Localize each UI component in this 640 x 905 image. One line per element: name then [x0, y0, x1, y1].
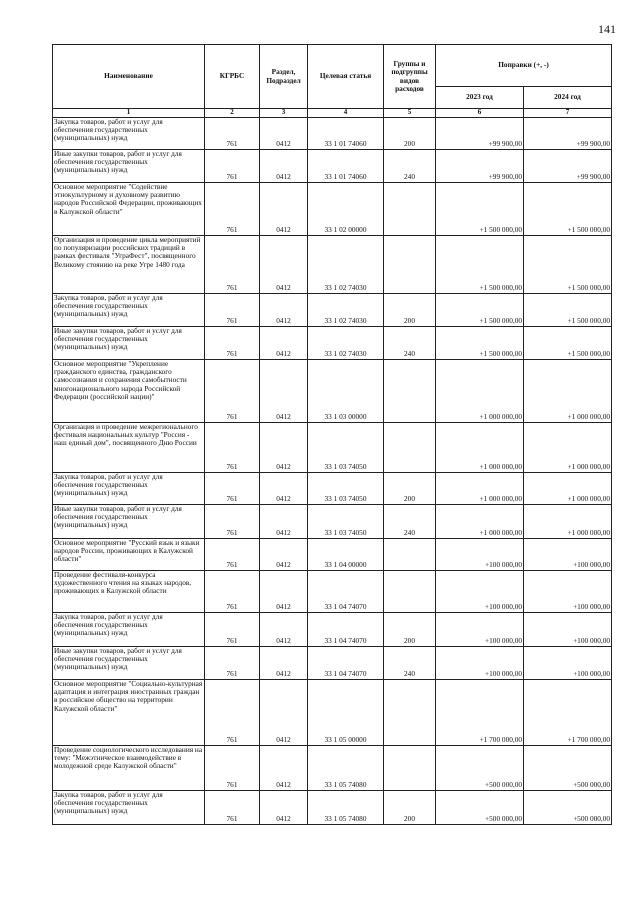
cell-kgrbs: 761 — [205, 791, 260, 825]
cell-amount-2023: +1 500 000,00 — [436, 294, 524, 327]
cell-target-article: 33 1 02 74030 — [308, 327, 384, 360]
cell-amount-2024: +500 000,00 — [524, 791, 612, 825]
cell-amount-2023: +100 000,00 — [436, 613, 524, 647]
table-row — [53, 746, 612, 791]
cell-target-article: 33 1 01 74060 — [308, 150, 384, 183]
table-row — [53, 647, 612, 680]
cell-amount-2024: +100 000,00 — [524, 647, 612, 680]
cell-kgrbs: 761 — [205, 183, 260, 236]
cell-expense-group — [384, 571, 436, 613]
cell-section: 0412 — [260, 183, 308, 236]
cell-name: Иные закупки товаров, работ и услуг для обеспечения государственных (муниципальных) нужд — [53, 150, 205, 183]
cell-section: 0412 — [260, 327, 308, 360]
cell-expense-group — [384, 539, 436, 571]
column-number-row — [53, 109, 612, 118]
cell-name: Основное мероприятие "Социально-культурная адаптация и интеграция иностранных граждан в российское общество на территории Калужской области" — [53, 680, 205, 746]
page-number: 141 — [598, 22, 616, 36]
cell-expense-group — [384, 680, 436, 746]
cell-name: Иные закупки товаров, работ и услуг для обеспечения государственных (муниципальных) нужд — [53, 505, 205, 539]
cell-kgrbs: 761 — [205, 613, 260, 647]
cell-kgrbs: 761 — [205, 236, 260, 294]
cell-amount-2023: +500 000,00 — [436, 791, 524, 825]
cell-amount-2023: +1 000 000,00 — [436, 505, 524, 539]
cell-target-article: 33 1 05 74080 — [308, 791, 384, 825]
cell-amount-2024: +99 900,00 — [524, 118, 612, 150]
table-row — [53, 613, 612, 647]
cell-amount-2023: +1 500 000,00 — [436, 327, 524, 360]
cell-amount-2023: +100 000,00 — [436, 647, 524, 680]
cell-expense-group: 240 — [384, 327, 436, 360]
cell-amount-2024: +1 500 000,00 — [524, 294, 612, 327]
cell-target-article: 33 1 04 00000 — [308, 539, 384, 571]
cell-amount-2024: +500 000,00 — [524, 746, 612, 791]
cell-amount-2023: +1 000 000,00 — [436, 423, 524, 473]
cell-amount-2023: +1 500 000,00 — [436, 183, 524, 236]
cell-section: 0412 — [260, 539, 308, 571]
cell-name: Закупка товаров, работ и услуг для обеспечения государственных (муниципальных) нужд — [53, 118, 205, 150]
cell-name: Основное мероприятие "Содействие этнокультурному и духовному развитию народов Российской Федерации, проживающих в Калужской области" — [53, 183, 205, 236]
cell-amount-2023: +100 000,00 — [436, 539, 524, 571]
cell-expense-group: 200 — [384, 294, 436, 327]
cell-expense-group: 240 — [384, 150, 436, 183]
column-number: 5 — [384, 109, 436, 118]
cell-section: 0412 — [260, 571, 308, 613]
cell-expense-group: 240 — [384, 505, 436, 539]
header-year-2024: 2024 год — [524, 87, 612, 109]
cell-name: Закупка товаров, работ и услуг для обеспечения государственных (муниципальных) нужд — [53, 473, 205, 505]
table-row — [53, 118, 612, 150]
cell-section: 0412 — [260, 746, 308, 791]
table-row — [53, 294, 612, 327]
cell-section: 0412 — [260, 118, 308, 150]
cell-target-article: 33 1 04 74070 — [308, 571, 384, 613]
cell-kgrbs: 761 — [205, 647, 260, 680]
header-name: Наименование — [53, 45, 205, 109]
cell-amount-2024: +100 000,00 — [524, 571, 612, 613]
cell-expense-group: 200 — [384, 613, 436, 647]
cell-section: 0412 — [260, 294, 308, 327]
cell-kgrbs: 761 — [205, 680, 260, 746]
cell-target-article: 33 1 01 74060 — [308, 118, 384, 150]
column-number: 3 — [260, 109, 308, 118]
cell-target-article: 33 1 03 74050 — [308, 505, 384, 539]
cell-section: 0412 — [260, 680, 308, 746]
cell-amount-2024: +1 500 000,00 — [524, 183, 612, 236]
cell-expense-group: 240 — [384, 647, 436, 680]
cell-amount-2024: +1 000 000,00 — [524, 473, 612, 505]
cell-amount-2023: +1 500 000,00 — [436, 236, 524, 294]
cell-name: Закупка товаров, работ и услуг для обеспечения государственных (муниципальных) нужд — [53, 294, 205, 327]
cell-expense-group — [384, 183, 436, 236]
table-row — [53, 505, 612, 539]
cell-name: Основное мероприятие "Укрепление гражданского единства, гражданского самосознания и сохранения самобытности многонационального народа Российской Федерации (российской нации)" — [53, 360, 205, 423]
cell-amount-2024: +99 900,00 — [524, 150, 612, 183]
column-number: 7 — [524, 109, 612, 118]
cell-kgrbs: 761 — [205, 505, 260, 539]
column-number: 2 — [205, 109, 260, 118]
header-groups: Группы и подгруппы видов расходов — [384, 45, 436, 109]
cell-kgrbs: 761 — [205, 118, 260, 150]
table-row — [53, 539, 612, 571]
cell-amount-2024: +1 500 000,00 — [524, 327, 612, 360]
cell-amount-2023: +99 900,00 — [436, 150, 524, 183]
header-amendments: Поправки (+, -) — [436, 45, 612, 87]
cell-name: Основное мероприятие "Русский язык и языки народов России, проживающих в Калужской области" — [53, 539, 205, 571]
cell-target-article: 33 1 04 74070 — [308, 613, 384, 647]
table-row — [53, 423, 612, 473]
cell-expense-group: 200 — [384, 118, 436, 150]
cell-amount-2023: +500 000,00 — [436, 746, 524, 791]
column-number: 4 — [308, 109, 384, 118]
cell-section: 0412 — [260, 505, 308, 539]
cell-expense-group — [384, 360, 436, 423]
cell-section: 0412 — [260, 360, 308, 423]
cell-amount-2024: +100 000,00 — [524, 539, 612, 571]
cell-amount-2023: +1 000 000,00 — [436, 360, 524, 423]
cell-section: 0412 — [260, 236, 308, 294]
column-number: 6 — [436, 109, 524, 118]
cell-expense-group: 200 — [384, 473, 436, 505]
cell-kgrbs: 761 — [205, 746, 260, 791]
cell-amount-2024: +100 000,00 — [524, 613, 612, 647]
cell-target-article: 33 1 05 00000 — [308, 680, 384, 746]
cell-name: Организация и проведение межрегионального фестиваля национальных культур "Россия - наш единый дом", посвященного Дню России — [53, 423, 205, 473]
table-row — [53, 473, 612, 505]
cell-name: Иные закупки товаров, работ и услуг для обеспечения государственных (муниципальных) нужд — [53, 647, 205, 680]
cell-kgrbs: 761 — [205, 571, 260, 613]
header-kgrbs: КГРБС — [205, 45, 260, 109]
cell-expense-group — [384, 423, 436, 473]
cell-target-article: 33 1 03 74050 — [308, 473, 384, 505]
header-section: Раздел, Подраздел — [260, 45, 308, 109]
cell-expense-group — [384, 746, 436, 791]
cell-kgrbs: 761 — [205, 294, 260, 327]
cell-amount-2023: +99 900,00 — [436, 118, 524, 150]
cell-amount-2024: +1 000 000,00 — [524, 505, 612, 539]
cell-kgrbs: 761 — [205, 150, 260, 183]
cell-kgrbs: 761 — [205, 327, 260, 360]
cell-name: Иные закупки товаров, работ и услуг для обеспечения государственных (муниципальных) нужд — [53, 327, 205, 360]
cell-target-article: 33 1 02 00000 — [308, 183, 384, 236]
cell-kgrbs: 761 — [205, 360, 260, 423]
cell-target-article: 33 1 03 74050 — [308, 423, 384, 473]
table-row — [53, 236, 612, 294]
table-row — [53, 680, 612, 746]
table-row — [53, 360, 612, 423]
cell-target-article: 33 1 05 74080 — [308, 746, 384, 791]
table-row — [53, 150, 612, 183]
cell-name: Организация и проведение цикла мероприятий по популяризации российских традиций в рамках фестиваля "УграФест", посвященного Великому стоянию на реке Угре 1480 года — [53, 236, 205, 294]
cell-name: Закупка товаров, работ и услуг для обеспечения государственных (муниципальных) нужд — [53, 613, 205, 647]
header-target: Целевая статья — [308, 45, 384, 109]
cell-section: 0412 — [260, 647, 308, 680]
cell-amount-2023: +1 000 000,00 — [436, 473, 524, 505]
cell-section: 0412 — [260, 150, 308, 183]
table-row — [53, 327, 612, 360]
cell-name: Проведение фестиваля-конкурса художественного чтения на языках народов, проживающих в Калужской области — [53, 571, 205, 613]
cell-amount-2024: +1 000 000,00 — [524, 360, 612, 423]
cell-amount-2024: +1 500 000,00 — [524, 236, 612, 294]
budget-amendments-table — [52, 44, 612, 825]
table-row — [53, 791, 612, 825]
cell-kgrbs: 761 — [205, 539, 260, 571]
cell-section: 0412 — [260, 613, 308, 647]
cell-name: Проведение социологического исследования на тему: "Межэтническое взаимодействие в молодежной среде Калужской области" — [53, 746, 205, 791]
cell-target-article: 33 1 04 74070 — [308, 647, 384, 680]
cell-name: Закупка товаров, работ и услуг для обеспечения государственных (муниципальных) нужд — [53, 791, 205, 825]
cell-section: 0412 — [260, 473, 308, 505]
cell-expense-group: 200 — [384, 791, 436, 825]
cell-expense-group — [384, 236, 436, 294]
cell-section: 0412 — [260, 423, 308, 473]
cell-amount-2023: +100 000,00 — [436, 571, 524, 613]
table-row — [53, 571, 612, 613]
cell-amount-2023: +1 700 000,00 — [436, 680, 524, 746]
column-number: 1 — [53, 109, 205, 118]
cell-section: 0412 — [260, 791, 308, 825]
header-year-2023: 2023 год — [436, 87, 524, 109]
cell-kgrbs: 761 — [205, 473, 260, 505]
cell-amount-2024: +1 000 000,00 — [524, 423, 612, 473]
cell-amount-2024: +1 700 000,00 — [524, 680, 612, 746]
cell-kgrbs: 761 — [205, 423, 260, 473]
table-row — [53, 183, 612, 236]
cell-target-article: 33 1 03 00000 — [308, 360, 384, 423]
cell-target-article: 33 1 02 74030 — [308, 236, 384, 294]
cell-target-article: 33 1 02 74030 — [308, 294, 384, 327]
